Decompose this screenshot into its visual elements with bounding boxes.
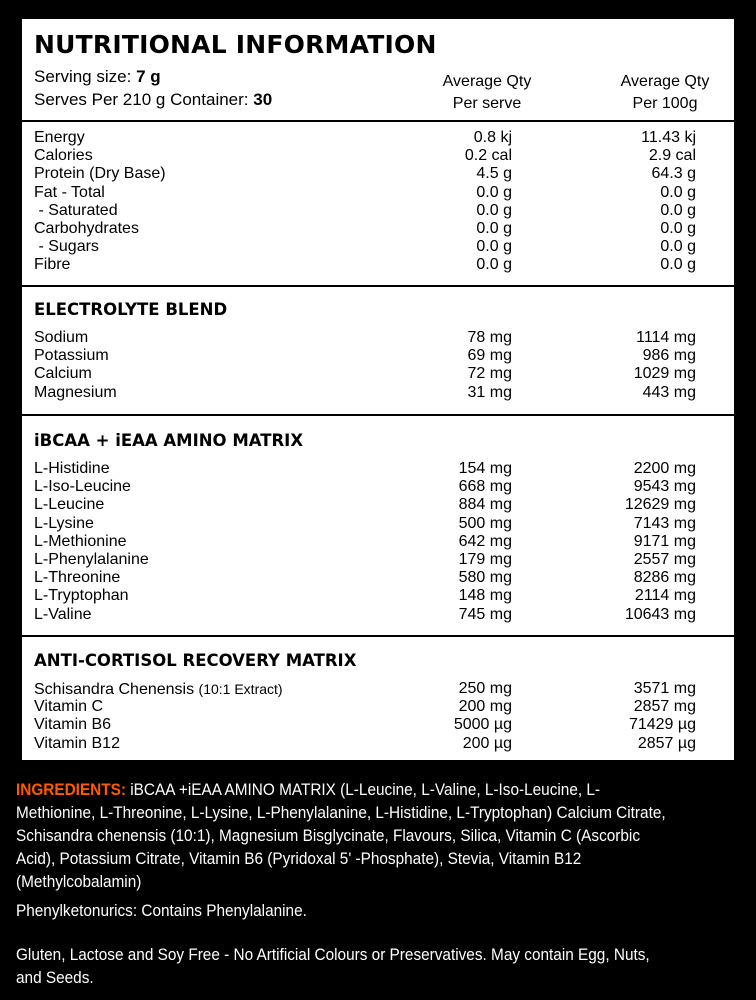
per-serve-value: 5000 µg (453, 716, 512, 734)
per-serve-value: 250 mg (458, 680, 512, 697)
per-serve-value: 179 mg (458, 550, 512, 568)
serving-size (34, 67, 161, 87)
nutrient-name: Schisandra Chenensis (10:1 Extract) (34, 681, 283, 698)
table-row (22, 569, 734, 587)
allergen-note: Gluten, Lactose and Soy Free - No Artificial Colours or Preservatives. May contain Egg, Nuts, and Seeds. (16, 946, 650, 987)
nutrient-name: - Sugars (34, 238, 99, 256)
per-100g-value: 3571 mg (633, 680, 696, 697)
per-serve-value: 78 mg (467, 329, 512, 346)
per-serve-value: 72 mg (467, 365, 512, 383)
nutrient-name: L-Threonine (34, 569, 121, 587)
per-serve-value: 200 µg (462, 734, 512, 752)
nutrient-name: Protein (Dry Base) (34, 165, 166, 183)
ingredients-text: iBCAA +iEAA AMINO MATRIX (L-Leucine, L-Valine, L-Iso-Leucine, L-Methionine, L-Threonine, L-Lysine, L-Phenylalanine, L-Histidine, L-Tryptophan) Calcium Citrate, Schisandra chenensis (10:1), Magnesium Bisglycinate, Flavours, Silica, Vitamin C (Ascorbic Acid), Potassium Citrate, Vitamin B6 (Pyridoxal 5' -Phosphate), Stevia, Vitamin B12 (Methylcobalamin) (16, 781, 666, 891)
table-row (22, 587, 734, 605)
table-row (22, 129, 734, 147)
table-row (22, 365, 734, 383)
per-serve-value: 745 mg (458, 605, 512, 623)
per-serve-value: 0.0 g (476, 183, 512, 201)
per-100g-value: 8286 mg (633, 569, 696, 587)
nutrient-name: Energy (34, 129, 85, 146)
nutrient-name: L-Iso-Leucine (34, 478, 131, 496)
nutrient-name: Carbohydrates (34, 219, 139, 237)
per-100g-value: 0.0 g (660, 183, 696, 201)
per-serve-value: 4.5 g (476, 165, 512, 183)
nutrient-name: L-Lysine (34, 514, 94, 532)
nutrient-name: Sodium (34, 329, 89, 346)
electrolyte-heading: ELECTROLYTE BLEND (34, 300, 228, 319)
nutrient-name: L-Tryptophan (34, 587, 129, 605)
per-100g-value: 2.9 cal (648, 147, 696, 165)
serves-label: Serves Per 210 g Container: (34, 90, 249, 109)
per-100g-value: 1029 mg (633, 365, 696, 383)
per-serve-value: 0.0 g (476, 219, 512, 237)
electrolyte-rows (22, 329, 734, 402)
nutrient-name: Magnesium (34, 383, 117, 401)
table-row (22, 551, 734, 569)
panel-title: NUTRITIONAL INFORMATION (34, 30, 437, 59)
nutrient-name: Potassium (34, 347, 109, 365)
per-100g-value: 0.0 g (660, 238, 696, 256)
ingredients-label: INGREDIENTS: (16, 781, 126, 799)
per-100g-value: 71429 µg (628, 716, 696, 734)
table-row (22, 460, 734, 478)
table-row (22, 329, 734, 347)
table-row (22, 716, 734, 734)
table-row (22, 735, 734, 753)
nutrient-name: L-Phenylalanine (34, 550, 149, 568)
per-serve-value: 500 mg (458, 514, 512, 532)
amino-heading: iBCAA + iEAA AMINO MATRIX (34, 431, 304, 450)
table-row (22, 533, 734, 551)
nutrient-name: Fibre (34, 256, 71, 274)
table-row (22, 147, 734, 165)
per-100g-value: 64.3 g (651, 165, 696, 183)
nutrient-name: L-Leucine (34, 496, 105, 514)
serving-size-value: 7 g (136, 67, 161, 86)
table-row (22, 184, 734, 202)
table-row (22, 606, 734, 624)
table-row (22, 165, 734, 183)
per-serve-value: 580 mg (458, 569, 512, 587)
nutrient-name: L-Histidine (34, 460, 110, 477)
table-row (22, 202, 734, 220)
nutrient-name: L-Valine (34, 605, 92, 623)
per-100g-value: 11.43 kj (641, 129, 696, 146)
per-100g-value: 7143 mg (633, 514, 696, 532)
per-100g-value: 986 mg (642, 347, 696, 365)
table-row (22, 256, 734, 274)
per-100g-value: 10643 mg (624, 605, 696, 623)
per-100g-value: 2857 mg (633, 698, 696, 716)
per-serve-value: 668 mg (458, 478, 512, 496)
per-serve-value: 154 mg (458, 460, 512, 477)
amino-rows (22, 460, 734, 624)
recovery-heading: ANTI-CORTISOL RECOVERY MATRIX (34, 651, 357, 670)
nutrient-name: Calcium (34, 365, 92, 383)
table-row (22, 680, 734, 698)
per-100g-value: 2557 mg (633, 550, 696, 568)
per-100g-value: 2857 µg (637, 734, 696, 752)
nutrient-name: L-Methionine (34, 532, 127, 550)
divider (22, 120, 734, 122)
nutrient-name: Vitamin C (34, 698, 104, 716)
serves-value: 30 (253, 90, 273, 109)
per-serve-value: 884 mg (458, 496, 512, 514)
table-row (22, 515, 734, 533)
per-100g-value: 1114 mg (636, 329, 696, 346)
ingredients-paragraph (16, 779, 676, 894)
per-100g-value: 9171 mg (633, 532, 696, 550)
serves-per-container (34, 90, 272, 110)
column-header-per-100g: Average Qty Per 100g (620, 73, 710, 112)
per-serve-value: 69 mg (467, 347, 512, 365)
divider (22, 414, 734, 416)
table-row (22, 496, 734, 514)
nutrient-note: (10:1 Extract) (198, 681, 283, 697)
nutrition-rows (22, 129, 734, 275)
per-serve-value: 148 mg (458, 587, 512, 605)
table-row (22, 478, 734, 496)
nutrition-panel (20, 17, 736, 762)
per-100g-value: 443 mg (642, 383, 696, 401)
table-row (22, 347, 734, 365)
nutrient-name: - Saturated (34, 201, 118, 219)
table-row (22, 698, 734, 716)
table-row (22, 384, 734, 402)
per-serve-value: 200 mg (458, 698, 512, 716)
nutrient-name: Calories (34, 147, 93, 165)
per-100g-value: 0.0 g (660, 201, 696, 219)
per-100g-value: 12629 mg (624, 496, 696, 514)
nutrient-name: Fat - Total (34, 183, 105, 201)
per-100g-value: 0.0 g (660, 219, 696, 237)
per-100g-value: 2200 mg (633, 460, 696, 477)
pku-note: Phenylketonurics: Contains Phenylalanine. (16, 902, 307, 920)
per-serve-value: 0.0 g (476, 238, 512, 256)
per-serve-value: 0.0 g (476, 256, 512, 274)
per-serve-value: 0.2 cal (464, 147, 512, 165)
per-100g-value: 0.0 g (660, 256, 696, 274)
column-header-per-serve: Average Qty Per serve (442, 73, 532, 112)
per-100g-value: 2114 mg (634, 587, 696, 605)
per-serve-value: 0.8 kj (473, 129, 512, 146)
serving-size-label: Serving size: (34, 67, 132, 86)
per-100g-value: 9543 mg (633, 478, 696, 496)
per-serve-value: 642 mg (458, 532, 512, 550)
table-row (22, 220, 734, 238)
table-row (22, 238, 734, 256)
per-serve-value: 31 mg (467, 383, 512, 401)
divider (22, 285, 734, 287)
nutrient-name: Vitamin B6 (34, 716, 112, 734)
divider (22, 635, 734, 637)
per-serve-value: 0.0 g (476, 201, 512, 219)
nutrient-name: Vitamin B12 (34, 734, 120, 752)
recovery-rows (22, 680, 734, 753)
